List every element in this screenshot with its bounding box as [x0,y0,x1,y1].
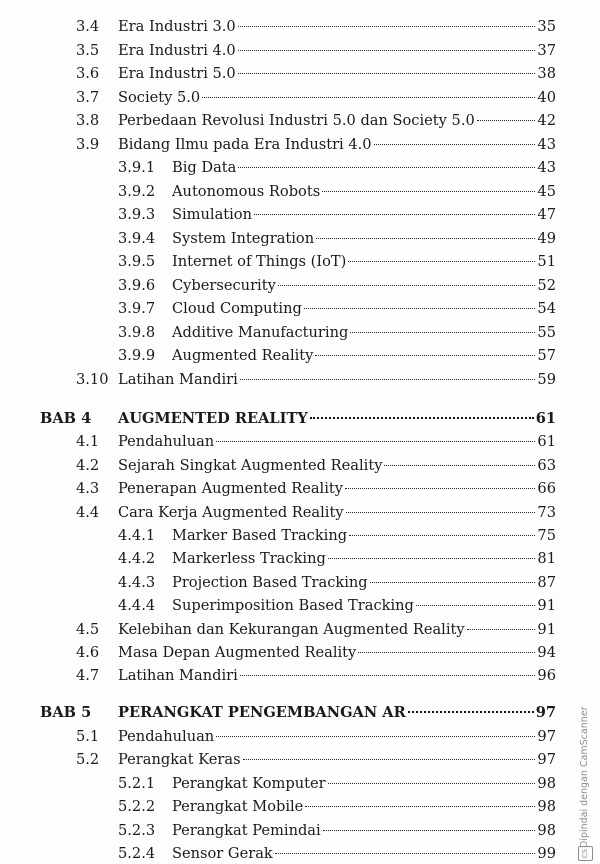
toc-entry-title: Penerapan Augmented Reality [118,480,343,497]
toc-entry-title: Era Industri 3.0 [118,18,236,35]
toc-entry [0,773,556,795]
toc-entry-title: Augmented Reality [172,347,314,364]
toc-entry-title: Internet of Things (IoT) [172,253,347,270]
toc-entry [0,619,556,641]
toc-entry-page-number: 91 [537,621,556,638]
toc-entry [0,63,556,85]
toc-entry-title: Simulation [172,206,252,223]
toc-entry-page-number: 98 [537,775,556,792]
toc-entry-title: Latihan Mandiri [118,667,238,684]
toc-entry-number: 5.2.4 [118,845,156,862]
toc-entry [0,502,556,524]
toc-entry-page-number: 35 [537,18,556,35]
dot-leader [315,355,535,356]
toc-entry-title: Projection Based Tracking [172,574,368,591]
toc-entry-title: Era Industri 4.0 [118,42,236,59]
toc-entry-number: 5.2.3 [118,822,156,839]
toc-entry-number: 3.9.6 [118,277,156,294]
dot-leader [346,512,536,513]
toc-entry [0,665,556,687]
toc-entry [0,157,556,179]
toc-entry [0,796,556,818]
toc-entry-page-number: 87 [537,574,556,591]
toc-entry-number: 3.9.9 [118,347,156,364]
toc-entry-number: BAB 4 [40,410,92,427]
toc-entry [0,525,556,547]
toc-entry-number: 3.9 [76,136,100,153]
toc-entry-number: 3.9.1 [118,159,156,176]
toc-entry-page-number: 96 [537,667,556,684]
toc-entry-number: 4.1 [76,433,100,450]
toc-entry-page-number: 97 [535,704,556,721]
toc-entry-page-number: 94 [537,644,556,661]
dot-leader [202,97,535,98]
toc-entry-title: PERANGKAT PENGEMBANGAN AR [118,704,406,721]
toc-entry [0,275,556,297]
dot-leader [370,582,536,583]
toc-entry-page-number: 52 [537,277,556,294]
toc-entry-title: Big Data [172,159,237,176]
toc-entry [0,134,556,156]
toc-entry-page-number: 38 [537,65,556,82]
toc-entry-number: 4.7 [76,667,100,684]
toc-entry [0,820,556,842]
watermark-text: Dipindai dengan CamScanner [579,706,590,848]
dot-leader [254,214,535,215]
toc-entry-title: Latihan Mandiri [118,371,238,388]
toc-entry-number: 3.9.3 [118,206,156,223]
dot-leader [275,853,536,854]
dot-leader [408,711,534,713]
toc-entry-page-number: 40 [537,89,556,106]
toc-entry [0,228,556,250]
dot-leader [348,261,535,262]
toc-entry-number: 4.2 [76,457,100,474]
dot-leader [358,652,535,653]
toc-entry [0,345,556,367]
dot-leader [305,806,535,807]
toc-entry-number: 3.9.5 [118,253,156,270]
toc-entry-title: Pendahuluan [118,728,215,745]
dot-leader [240,379,536,380]
dot-leader [316,238,535,239]
dot-leader [216,736,535,737]
toc-entry-page-number: 73 [537,504,556,521]
toc-entry-number: 4.3 [76,480,100,497]
toc-entry [0,642,556,664]
toc-entry-page-number: 75 [537,527,556,544]
toc-entry-title: Marker Based Tracking [172,527,348,544]
dot-leader [278,285,536,286]
dot-leader [350,332,535,333]
toc-entry-title: Perangkat Mobile [172,798,304,815]
toc-entry-title: Markerless Tracking [172,550,326,567]
toc-entry-number: 4.4.1 [118,527,156,544]
dot-leader [328,558,536,559]
toc-entry [0,431,556,453]
toc-entry [0,204,556,226]
camscanner-logo-icon: CS [578,846,593,861]
toc-entry-title: AUGMENTED REALITY [118,410,308,427]
dot-leader [323,830,536,831]
toc-entry-page-number: 57 [537,347,556,364]
dot-leader [467,629,536,630]
toc-entry-number: 4.4.4 [118,597,156,614]
toc-entry-page-number: 42 [537,112,556,129]
toc-entry-page-number: 98 [537,798,556,815]
toc-entry-title: Cloud Computing [172,300,302,317]
toc-entry-number: 3.9.2 [118,183,156,200]
toc-entry [0,369,556,391]
toc-entry-number: 3.7 [76,89,100,106]
toc-entry-title: System Integration [172,230,315,247]
toc-entry-number: 5.2.1 [118,775,156,792]
toc-entry-page-number: 49 [537,230,556,247]
toc-entry-page-number: 66 [537,480,556,497]
toc-entry [0,843,556,864]
toc-entry-title: Kelebihan dan Kekurangan Augmented Reality [118,621,465,638]
dot-leader [374,144,536,145]
dot-leader [345,488,535,489]
toc-entry [0,40,556,62]
dot-leader [328,783,536,784]
toc-entry-page-number: 97 [537,728,556,745]
toc-entry-number: 3.9.8 [118,324,156,341]
toc-entry-title: Perangkat Keras [118,751,241,768]
toc-entry-page-number: 59 [537,371,556,388]
toc-entry-title: Bidang Ilmu pada Era Industri 4.0 [118,136,372,153]
toc-entry-page-number: 37 [537,42,556,59]
toc-entry-page-number: 43 [537,159,556,176]
scanner-watermark [574,698,596,860]
toc-entry [0,251,556,273]
toc-entry-page-number: 61 [535,410,556,427]
dot-leader [240,675,536,676]
toc-entry-number: 4.4.2 [118,550,156,567]
toc-entry [0,726,556,748]
dot-leader [322,191,535,192]
toc-entry-page-number: 63 [537,457,556,474]
toc-entry-title: Era Industri 5.0 [118,65,236,82]
toc-entry [0,181,556,203]
toc-entry-title: Cara Kerja Augmented Reality [118,504,344,521]
toc-entry-title: Superimposition Based Tracking [172,597,414,614]
toc-entry-number: 5.2 [76,751,100,768]
toc-entry-title: Additive Manufacturing [172,324,349,341]
toc-entry [0,322,556,344]
toc-entry [0,87,556,109]
toc-entry-number: 3.9.7 [118,300,156,317]
dot-leader [384,465,535,466]
dot-leader [310,417,534,419]
toc-entry-number: 3.4 [76,18,100,35]
toc-entry-page-number: 97 [537,751,556,768]
toc-entry-number: 3.8 [76,112,100,129]
toc-entry-page-number: 51 [537,253,556,270]
toc-entry-page-number: 43 [537,136,556,153]
dot-leader [238,26,536,27]
toc-entry-title: Sejarah Singkat Augmented Reality [118,457,383,474]
toc-entry-title: Perangkat Komputer [172,775,326,792]
toc-entry-number: 5.2.2 [118,798,156,815]
toc-entry-title: Sensor Gerak [172,845,273,862]
toc-entry-page-number: 81 [537,550,556,567]
toc-entry-page-number: 99 [537,845,556,862]
dot-leader [477,120,536,121]
toc-entry-title: Perangkat Pemindai [172,822,321,839]
toc-entry-page-number: 55 [537,324,556,341]
toc-entry-page-number: 45 [537,183,556,200]
toc-entry-number: 4.4.3 [118,574,156,591]
toc-entry-title: Cybersecurity [172,277,276,294]
toc-entry-title: Society 5.0 [118,89,201,106]
toc-entry-title: Pendahuluan [118,433,215,450]
toc-entry-page-number: 47 [537,206,556,223]
toc-chapter-entry [0,408,556,430]
toc-entry-number: 5.1 [76,728,100,745]
toc-entry-page-number: 54 [537,300,556,317]
dot-leader [238,73,536,74]
toc-entry [0,749,556,771]
toc-entry-number: 4.4 [76,504,100,521]
dot-leader [238,50,536,51]
toc-entry [0,16,556,38]
dot-leader [416,605,536,606]
toc-entry-number: 3.5 [76,42,100,59]
toc-chapter-entry [0,702,556,724]
dot-leader [216,441,535,442]
toc-entry [0,455,556,477]
toc-entry-page-number: 61 [537,433,556,450]
dot-leader [238,167,535,168]
toc-entry-number: 3.10 [76,371,109,388]
toc-entry-title: Masa Depan Augmented Reality [118,644,357,661]
toc-entry [0,548,556,570]
toc-entry-number: 4.5 [76,621,100,638]
toc-entry-page-number: 98 [537,822,556,839]
toc-entry [0,298,556,320]
toc-entry-page-number: 91 [537,597,556,614]
toc-entry [0,110,556,132]
dot-leader [349,535,535,536]
dot-leader [243,759,536,760]
toc-entry-number: 4.6 [76,644,100,661]
toc-entry-number: BAB 5 [40,704,92,721]
dot-leader [304,308,536,309]
toc-entry-title: Perbedaan Revolusi Industri 5.0 dan Society 5.0 [118,112,475,129]
toc-entry [0,478,556,500]
toc-entry-title: Autonomous Robots [172,183,321,200]
toc-entry [0,595,556,617]
toc-entry [0,572,556,594]
toc-entry-number: 3.6 [76,65,100,82]
toc-entry-number: 3.9.4 [118,230,156,247]
